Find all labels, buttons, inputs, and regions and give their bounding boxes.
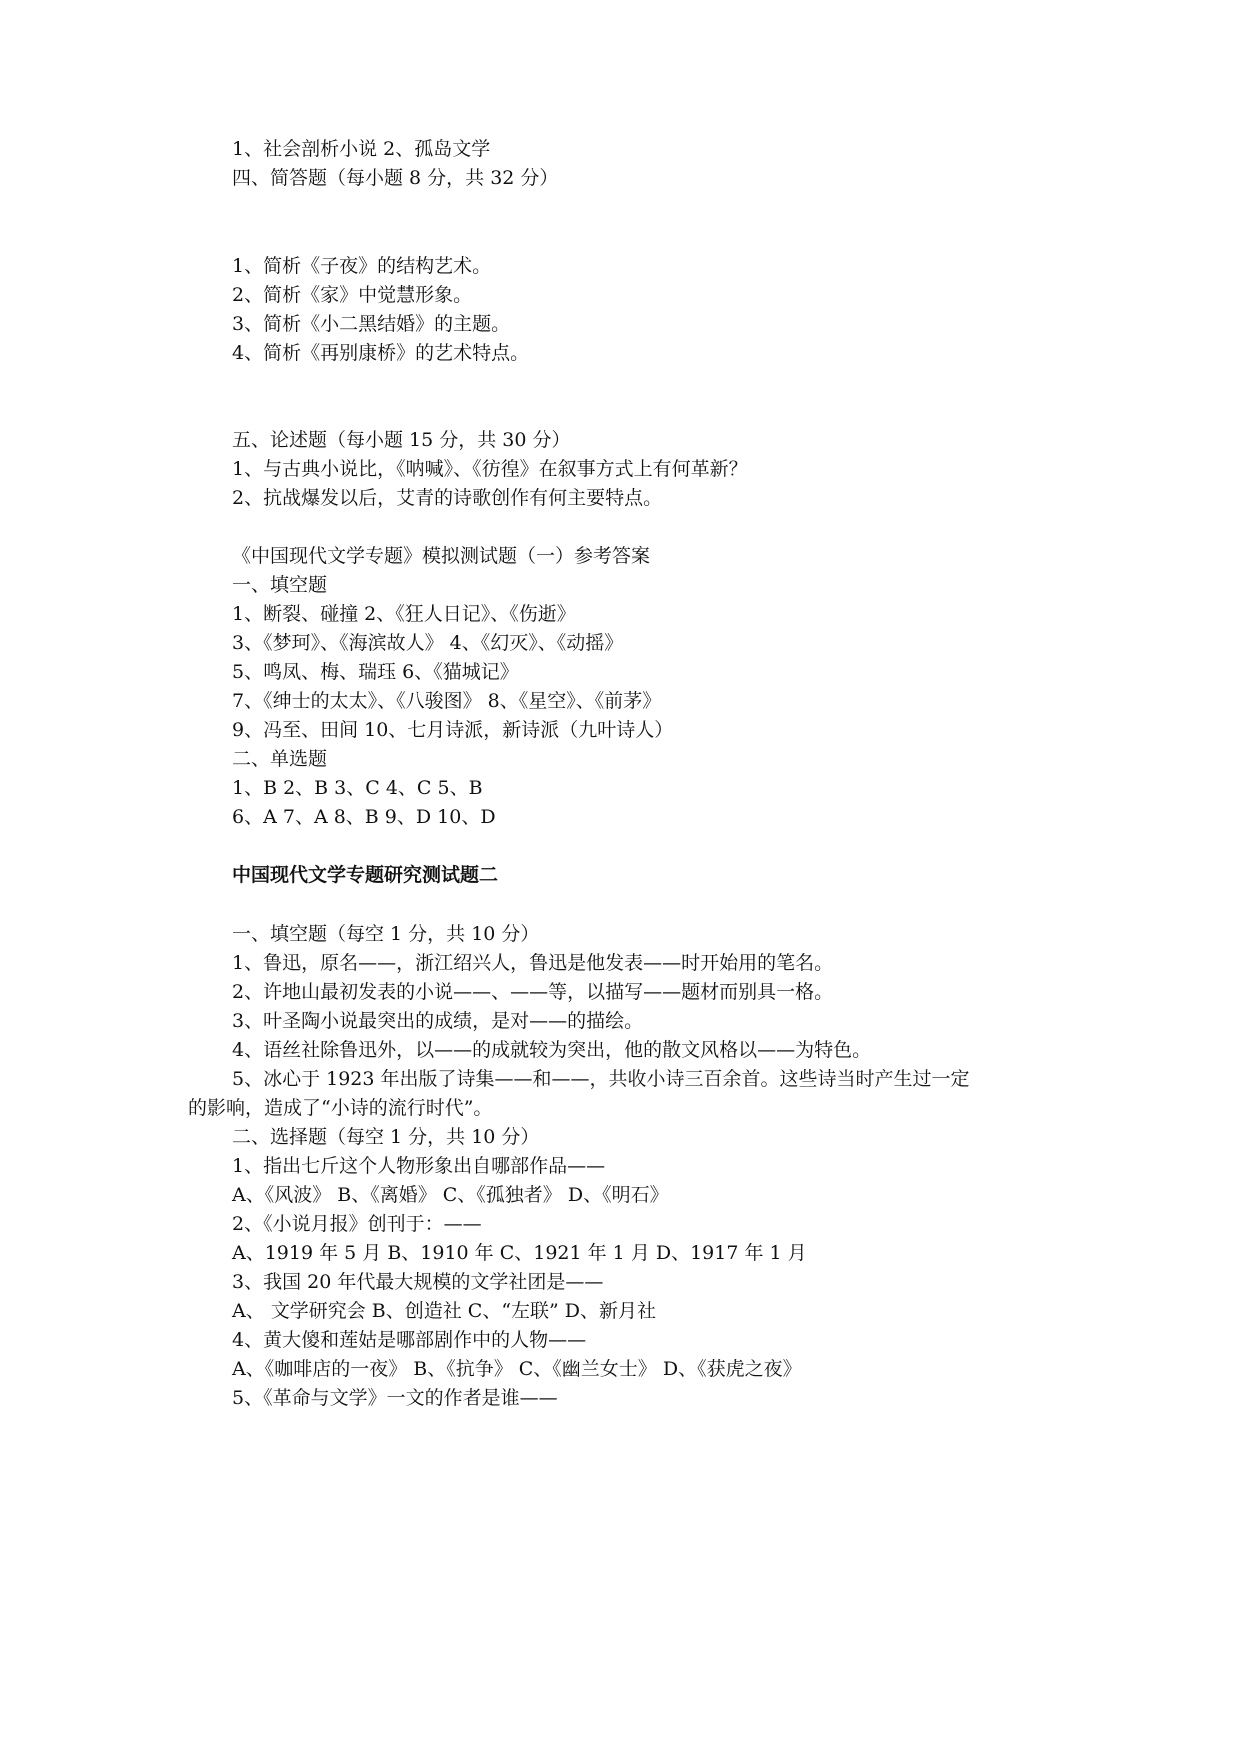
test2-fill-question-continued: 的影响，造成了“小诗的流行时代”。 xyxy=(188,1097,493,1119)
test2-fill-question: 5、冰心于 1923 年出版了诗集——和——，共收小诗三百余首。这些诗当时产生过一定 xyxy=(232,1068,970,1090)
test2-choice-question: 5、《革命与文学》一文的作者是谁—— xyxy=(232,1387,558,1409)
test2-fill-question: 1、鲁迅，原名——，浙江绍兴人，鲁迅是他发表——时开始用的笔名。 xyxy=(232,952,834,974)
answer-fill-line: 7、《绅士的太太》、《八骏图》 8、《星空》、《前茅》 xyxy=(232,690,662,712)
answer-fill-heading: 一、填空题 xyxy=(232,574,328,596)
answer-fill-line: 3、《梦珂》、《海滨故人》 4、《幻灭》、《动摇》 xyxy=(232,632,624,654)
test2-fill-question: 4、语丝社除鲁迅外，以——的成就较为突出，他的散文风格以——为特色。 xyxy=(232,1039,872,1061)
short-answer-heading: 四、简答题（每小题 8 分，共 32 分） xyxy=(232,167,559,189)
test2-fill-question: 2、许地山最初发表的小说——、——等，以描写——题材而别具一格。 xyxy=(232,981,834,1003)
short-answer-question: 3、简析《小二黑结婚》的主题。 xyxy=(232,313,511,335)
short-answer-question: 2、简析《家》中觉慧形象。 xyxy=(232,284,473,306)
test2-choice-options: A、《风波》 B、《离婚》 C、《孤独者》 D、《明石》 xyxy=(232,1184,669,1206)
answer-choice-heading: 二、单选题 xyxy=(232,748,328,770)
test2-choice-options: A、1919 年 5 月 B、1910 年 C、1921 年 1 月 D、1917 年 1 月 xyxy=(232,1242,807,1264)
test2-choice-question: 1、指出七斤这个人物形象出自哪部作品—— xyxy=(232,1155,606,1177)
essay-question: 2、抗战爆发以后，艾青的诗歌创作有何主要特点。 xyxy=(232,487,663,509)
answer-choice-line: 6、A 7、A 8、B 9、D 10、D xyxy=(232,806,496,828)
answer-fill-line: 1、断裂、碰撞 2、《狂人日记》、《伤逝》 xyxy=(232,603,576,625)
test2-title: 中国现代文学专题研究测试题二 xyxy=(232,864,499,886)
answer-fill-line: 9、冯至、田间 10、七月诗派，新诗派（九叶诗人） xyxy=(232,719,674,741)
test2-choice-question: 3、我国 20 年代最大规模的文学社团是—— xyxy=(232,1271,604,1293)
test2-choice-options: A、《咖啡店的一夜》 B、《抗争》 C、《幽兰女士》 D、《获虎之夜》 xyxy=(232,1358,802,1380)
term-explanation-items: 1、社会剖析小说 2、孤岛文学 xyxy=(232,138,491,160)
answer-fill-line: 5、鸣凤、梅、瑞珏 6、《猫城记》 xyxy=(232,661,519,683)
essay-question: 1、与古典小说比，《呐喊》、《彷徨》在叙事方式上有何革新？ xyxy=(232,458,748,480)
test2-choice-options: A、 文学研究会 B、创造社 C、“左联” D、新月社 xyxy=(232,1300,657,1322)
test2-choice-question: 4、黄大傻和莲姑是哪部剧作中的人物—— xyxy=(232,1329,587,1351)
short-answer-question: 4、简析《再别康桥》的艺术特点。 xyxy=(232,342,530,364)
short-answer-question: 1、简析《子夜》的结构艺术。 xyxy=(232,255,492,277)
test2-fill-heading: 一、填空题（每空 1 分，共 10 分） xyxy=(232,923,540,945)
test2-fill-question: 3、叶圣陶小说最突出的成绩，是对——的描绘。 xyxy=(232,1010,644,1032)
test2-choice-heading: 二、选择题（每空 1 分，共 10 分） xyxy=(232,1126,540,1148)
test2-choice-question: 2、《小说月报》创刊于：—— xyxy=(232,1213,482,1235)
answer-key-title: 《中国现代文学专题》模拟测试题（一）参考答案 xyxy=(232,545,651,567)
essay-heading: 五、论述题（每小题 15 分，共 30 分） xyxy=(232,429,571,451)
answer-choice-line: 1、B 2、B 3、C 4、C 5、B xyxy=(232,777,483,799)
